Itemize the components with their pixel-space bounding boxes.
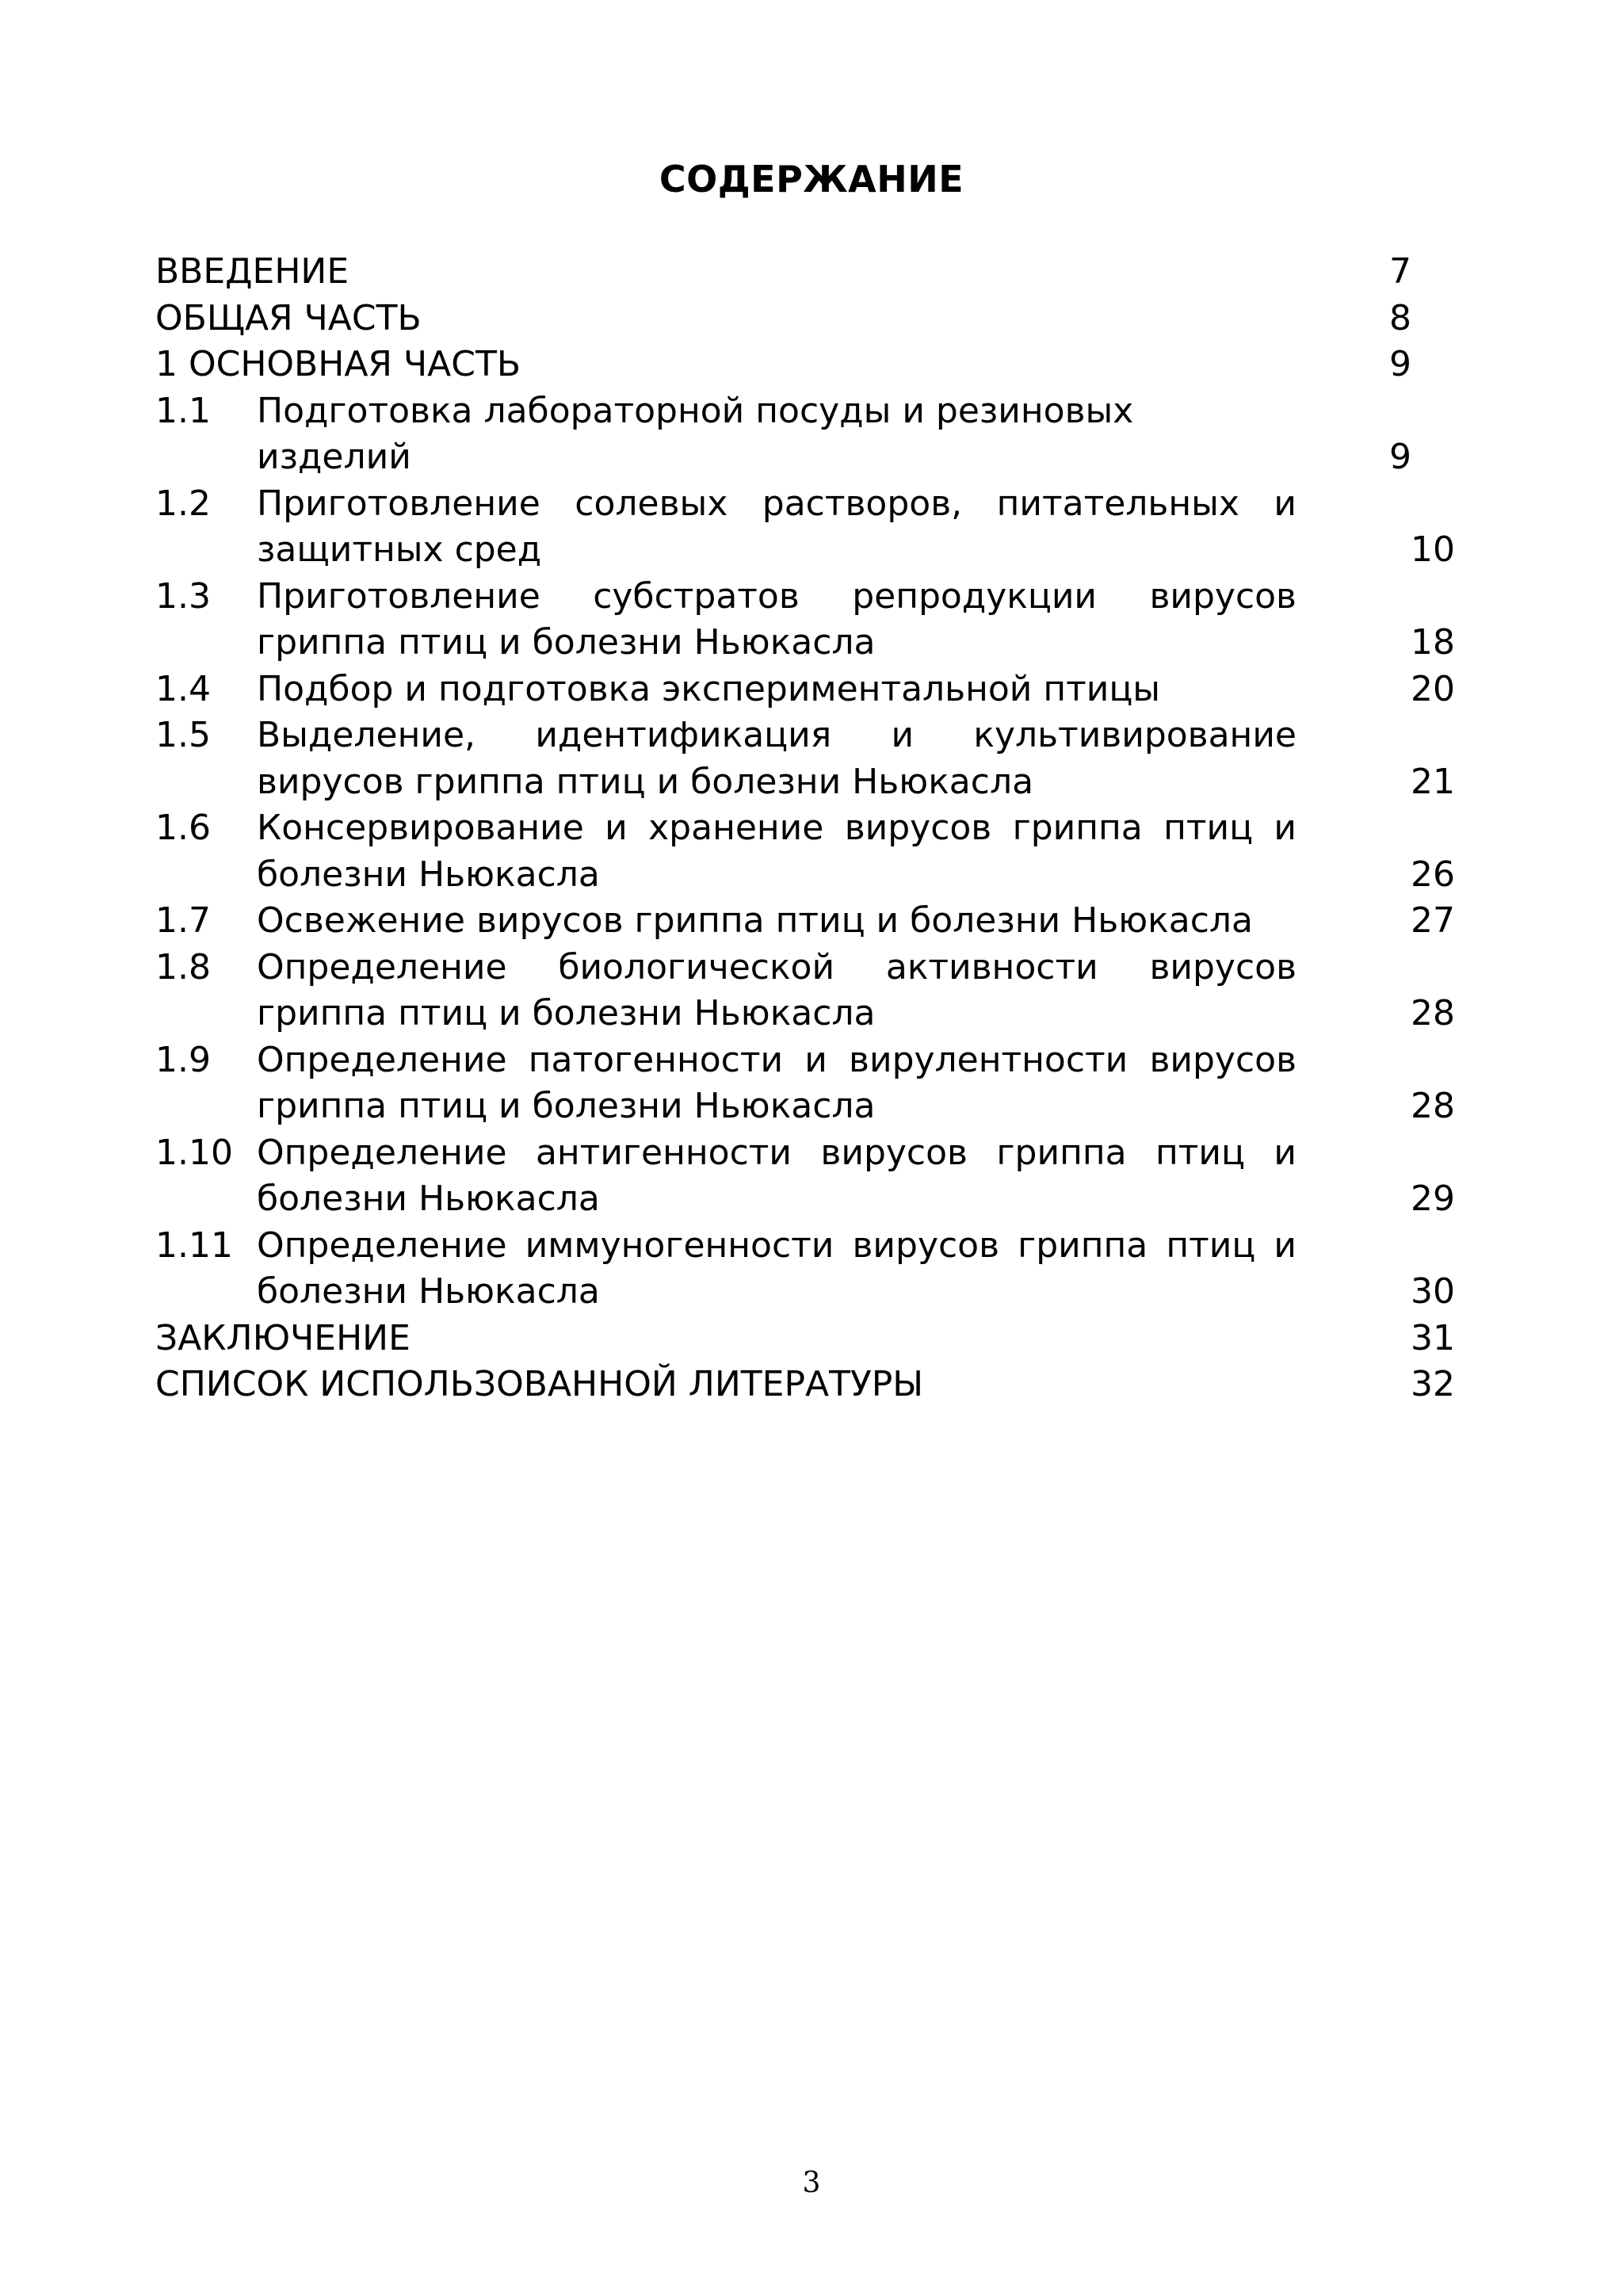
toc-entry-1-10[interactable] (155, 1130, 1455, 1223)
toc-entry-title: ЗАКЛЮЧЕНИЕ (155, 1317, 411, 1358)
toc-entry-title: Подбор и подготовка экспериментальной птицы (257, 668, 1161, 709)
page-number: 3 (802, 2167, 821, 2199)
toc-page-number: 18 (1411, 622, 1455, 663)
toc-section-number: 1.10 (155, 1132, 233, 1173)
toc-entry-introduction[interactable] (155, 249, 1455, 296)
toc-entry-title: Определение антигенности вирусов гриппа птиц и болезни Ньюкасла (257, 1132, 1296, 1219)
toc-entry-1-8[interactable] (155, 945, 1455, 1037)
toc-entry-title: Определение биологической активности вирусов гриппа птиц и болезни Ньюкасла (257, 946, 1296, 1033)
toc-entry-title: ОБЩАЯ ЧАСТЬ (155, 297, 422, 338)
toc-page-number: 26 (1411, 854, 1455, 895)
toc-entry-title: СПИСОК ИСПОЛЬЗОВАННОЙ ЛИТЕРАТУРЫ (155, 1364, 924, 1404)
toc-entry-conclusion[interactable] (155, 1316, 1455, 1362)
toc-page-number: 31 (1411, 1317, 1455, 1358)
toc-page-number: 10 (1411, 529, 1455, 570)
toc-entry-1-5[interactable] (155, 712, 1455, 805)
toc-entry-title: ВВЕДЕНИЕ (155, 251, 349, 292)
toc-page-number: 20 (1411, 668, 1455, 709)
toc-page-number: 29 (1411, 1179, 1455, 1219)
toc-entry-1-1[interactable] (155, 388, 1455, 481)
toc-entry-references[interactable] (155, 1362, 1455, 1408)
toc-entry-main-part[interactable] (155, 342, 1455, 388)
table-of-contents (155, 249, 1455, 1408)
toc-section-number: 1.2 (155, 483, 211, 524)
toc-section-number: 1.5 (155, 715, 211, 755)
toc-page-number: 9 (1389, 344, 1411, 384)
toc-page-number: 9 (1389, 437, 1411, 477)
toc-section-number: 1.7 (155, 900, 211, 941)
toc-page-number: 27 (1411, 900, 1455, 941)
toc-page-number: 21 (1411, 761, 1455, 802)
toc-entry-title: Приготовление солевых растворов, питательных и защитных сред (257, 483, 1296, 570)
toc-page-number: 7 (1389, 251, 1411, 292)
toc-entry-general-part[interactable] (155, 296, 1455, 342)
toc-page-number: 28 (1411, 1086, 1455, 1126)
toc-page-number: 32 (1411, 1364, 1455, 1404)
toc-entry-title: 1 ОСНОВНАЯ ЧАСТЬ (155, 344, 521, 384)
toc-page-number: 8 (1389, 297, 1411, 338)
toc-section-number: 1.6 (155, 808, 211, 848)
toc-entry-1-6[interactable] (155, 805, 1455, 898)
toc-page-number: 28 (1411, 993, 1455, 1033)
toc-entry-title: Консервирование и хранение вирусов гриппа птиц и болезни Ньюкасла (257, 808, 1296, 895)
toc-section-number: 1.3 (155, 575, 211, 617)
toc-entry-1-3[interactable] (155, 574, 1455, 667)
toc-entry-1-9[interactable] (155, 1037, 1455, 1130)
toc-entry-1-11[interactable] (155, 1223, 1455, 1316)
toc-entry-title: Выделение, идентификация и культивирование вирусов гриппа птиц и болезни Ньюкасла (257, 715, 1296, 802)
toc-section-number: 1.8 (155, 946, 211, 988)
toc-section-number: 1.4 (155, 668, 211, 709)
toc-entry-title: Приготовление субстратов репродукции вирусов гриппа птиц и болезни Ньюкасла (257, 575, 1296, 663)
toc-entry-title: Освежение вирусов гриппа птиц и болезни Ньюкасла (257, 900, 1253, 941)
toc-section-number: 1.1 (155, 390, 211, 431)
toc-page-number: 30 (1411, 1271, 1455, 1312)
toc-entry-1-4[interactable] (155, 667, 1455, 713)
toc-entry-title: Определение патогенности и вирулентности вирусов гриппа птиц и болезни Ньюкасла (257, 1039, 1296, 1126)
toc-entry-1-7[interactable] (155, 898, 1455, 945)
toc-entry-title: Определение иммуногенности вирусов гриппа птиц и болезни Ньюкасла (257, 1224, 1296, 1312)
page-title: СОДЕРЖАНИЕ (659, 158, 964, 201)
toc-entry-title: Подготовка лабораторной посуды и резиновых изделий (257, 390, 1134, 477)
toc-section-number: 1.11 (155, 1224, 233, 1266)
toc-entry-1-2[interactable] (155, 481, 1455, 574)
toc-section-number: 1.9 (155, 1039, 211, 1080)
